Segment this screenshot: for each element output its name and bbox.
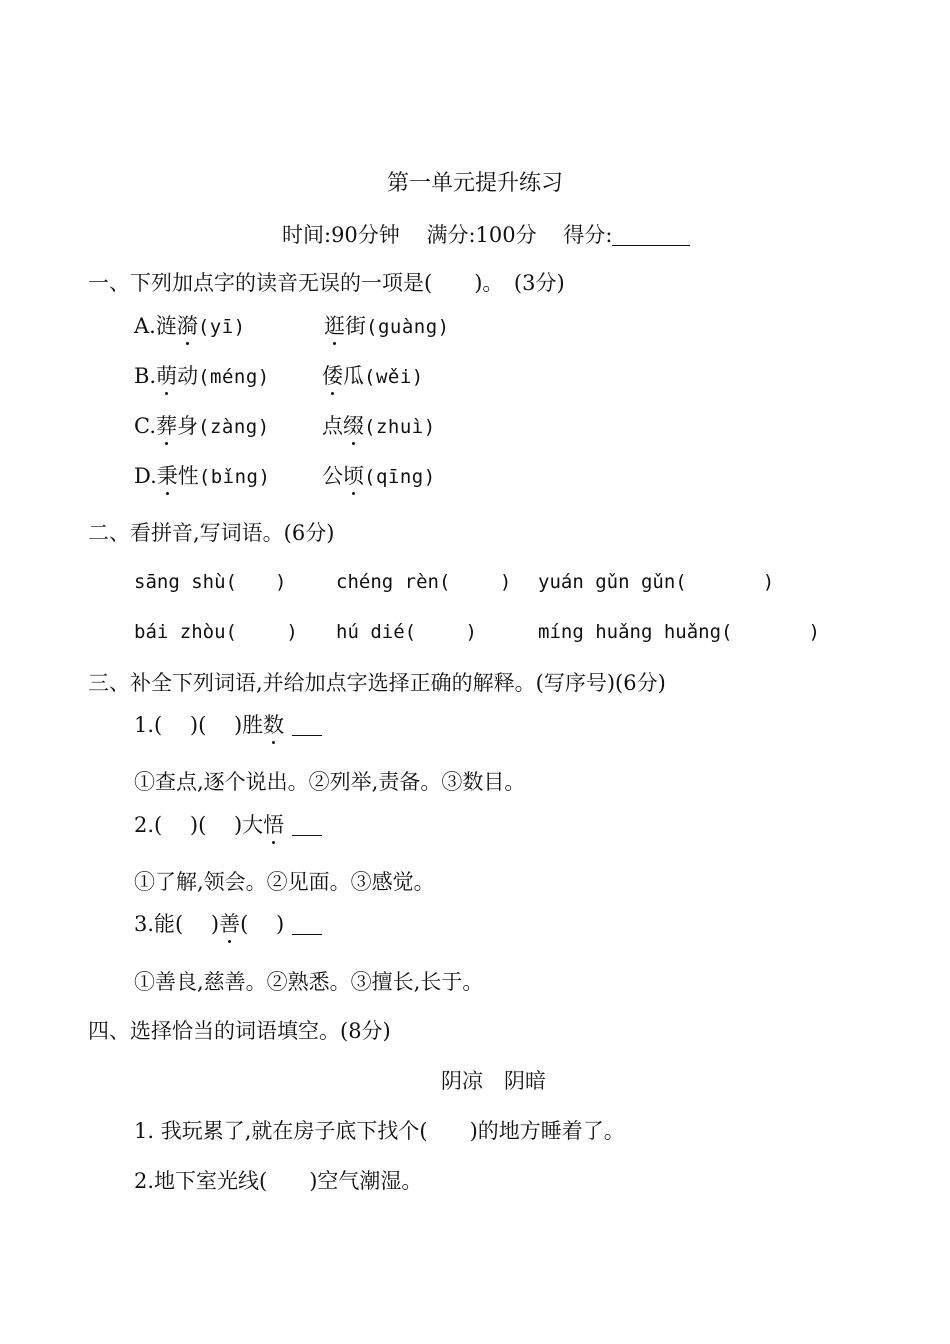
- dotted-char: 逛: [324, 314, 345, 338]
- dotted-char: 缀: [343, 414, 364, 438]
- dotted-char: 倭: [322, 364, 343, 388]
- q1-option-b-word2: 倭瓜(wěi): [322, 364, 424, 388]
- page-title: 第一单元提升练习: [386, 171, 563, 196]
- dotted-char: 顷: [343, 464, 364, 488]
- q1-option-b: B.萌动(méng): [134, 364, 270, 388]
- dotted-char: 数: [263, 713, 285, 737]
- q2-heading: 二、看拼音,写词语。(6分): [88, 521, 335, 545]
- q3-explanation-3: ①善良,慈善。②熟悉。③擅长,长于。: [134, 970, 484, 994]
- q4-heading: 四、选择恰当的词语填空。(8分): [88, 1019, 391, 1043]
- pinyin-item[interactable]: bái zhòu( ): [134, 621, 298, 643]
- pinyin-item[interactable]: míng huǎng huǎng( ): [538, 621, 820, 643]
- score-blank[interactable]: [612, 223, 690, 246]
- q3-explanation-2: ①了解,领会。②见面。③感觉。: [134, 870, 435, 894]
- q4-sentence-2: 2.地下室光线( )空气潮湿。: [134, 1169, 423, 1193]
- dotted-char: 萌: [156, 364, 178, 388]
- q1-option-a-word2: 逛街(guàng): [324, 314, 450, 338]
- dotted-char: 善: [219, 912, 241, 936]
- q1-option-a: A.涟漪(yī): [134, 314, 246, 338]
- pinyin-item[interactable]: hú dié( ): [336, 621, 477, 643]
- score-label: 得分:: [563, 223, 613, 247]
- exam-meta: [282, 223, 690, 246]
- q1-option-d: D.秉性(bǐng): [134, 464, 271, 488]
- answer-blank[interactable]: [292, 715, 322, 736]
- q1-heading: 一、下列加点字的读音无误的一项是( )。 (3分): [88, 271, 565, 295]
- answer-blank[interactable]: [292, 815, 322, 836]
- q1-option-c-word2: 点缀(zhuì): [322, 414, 436, 438]
- dotted-char: 漪: [176, 314, 198, 338]
- dotted-char: 葬: [156, 414, 177, 438]
- q1-option-d-word2: 公顷(qīng): [322, 464, 436, 488]
- dotted-char: 悟: [263, 813, 285, 837]
- full-score: 满分:100分: [426, 223, 537, 247]
- pinyin-item[interactable]: yuán gǔn gǔn( ): [538, 571, 775, 593]
- dotted-char: 秉: [156, 464, 178, 488]
- q3-item-2: 2.( )( )大悟: [134, 815, 322, 836]
- q3-item-1: 1.( )( )胜数: [134, 715, 322, 736]
- q4-word-choices: 阴凉 阴暗: [441, 1069, 546, 1093]
- answer-blank[interactable]: [292, 914, 322, 935]
- q3-item-3: 3.能( )善( ): [134, 914, 322, 935]
- time-limit: 时间:90分钟: [282, 223, 400, 247]
- q1-option-c: C.葬身(zàng): [134, 414, 270, 438]
- q3-explanation-1: ①查点,逐个说出。②列举,责备。③数目。: [134, 770, 526, 794]
- pinyin-item[interactable]: sāng shù( ): [134, 571, 287, 593]
- q4-sentence-1: 1. 我玩累了,就在房子底下找个( )的地方睡着了。: [134, 1119, 625, 1143]
- pinyin-item[interactable]: chéng rèn( ): [336, 571, 512, 593]
- q3-heading: 三、补全下列词语,并给加点字选择正确的解释。(写序号)(6分): [88, 671, 666, 695]
